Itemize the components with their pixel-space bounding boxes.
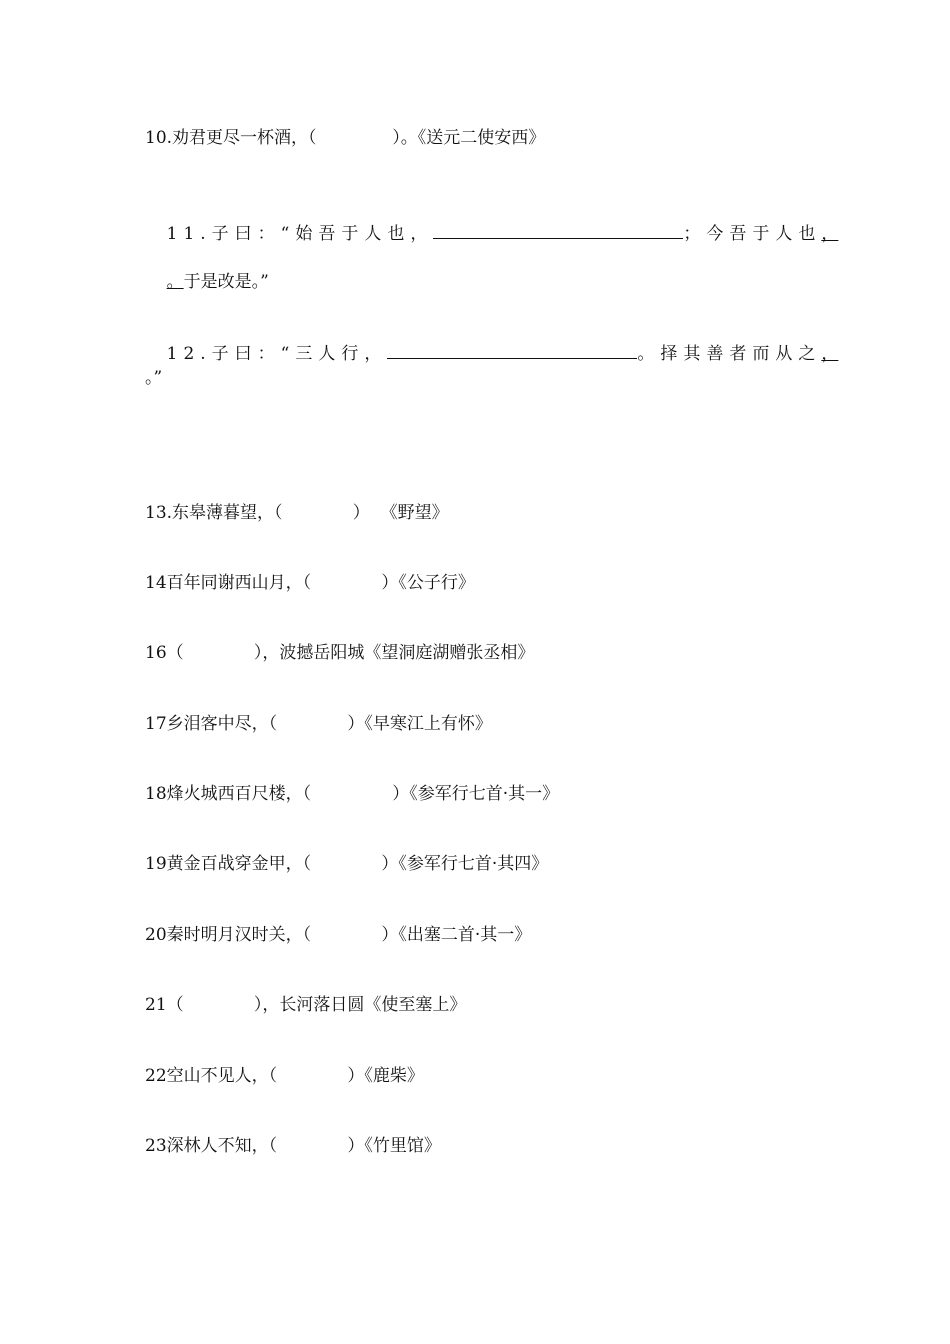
question-14: 14百年同谢西山月，（ ）《公子行》 <box>145 573 475 593</box>
question-19: 19黄金百战穿金甲，（ ）《参军行七首·其四》 <box>145 854 549 874</box>
question-11-line2 <box>145 246 269 318</box>
question-12-middle: 。择其善者而从之 <box>637 344 822 364</box>
question-12-line1 <box>145 316 839 390</box>
question-12-prefix: 12.子曰：“三人行， <box>166 344 388 364</box>
question-12-underlined-comma: ， <box>821 344 839 364</box>
question-23: 23深林人不知，（ ）《竹里馆》 <box>145 1136 441 1156</box>
question-11-underlined-comma: ， <box>821 224 839 244</box>
answer-blank[interactable] <box>433 220 683 239</box>
question-12-line2: 。” <box>145 368 163 388</box>
question-13: 13.东皋薄暮望，（ ） 《野望》 <box>145 503 449 523</box>
question-17: 17乡泪客中尽，（ ）《早寒江上有怀》 <box>145 714 492 734</box>
question-11-prefix: 11.子曰：“始吾于人也， <box>166 224 434 244</box>
question-21: 21（ ），长河落日圆《使至塞上》 <box>145 995 467 1015</box>
question-18: 18烽火城西百尺楼，（ ）《参军行七首·其一》 <box>145 784 560 804</box>
question-11-underlined-period: 。 <box>166 272 184 292</box>
question-16: 16（ ），波撼岳阳城《望洞庭湖赠张丞相》 <box>145 643 535 663</box>
answer-blank[interactable] <box>387 340 637 359</box>
question-11-ending: 于是改是。” <box>183 272 269 292</box>
question-10: 10.劝君更尽一杯酒，（ ）。《送元二使安西》 <box>145 128 546 148</box>
question-22: 22空山不见人，（ ）《鹿柴》 <box>145 1066 424 1086</box>
question-11-middle: ；今吾于人也 <box>683 224 822 244</box>
question-20: 20秦时明月汉时关，（ ）《出塞二首·其一》 <box>145 925 532 945</box>
